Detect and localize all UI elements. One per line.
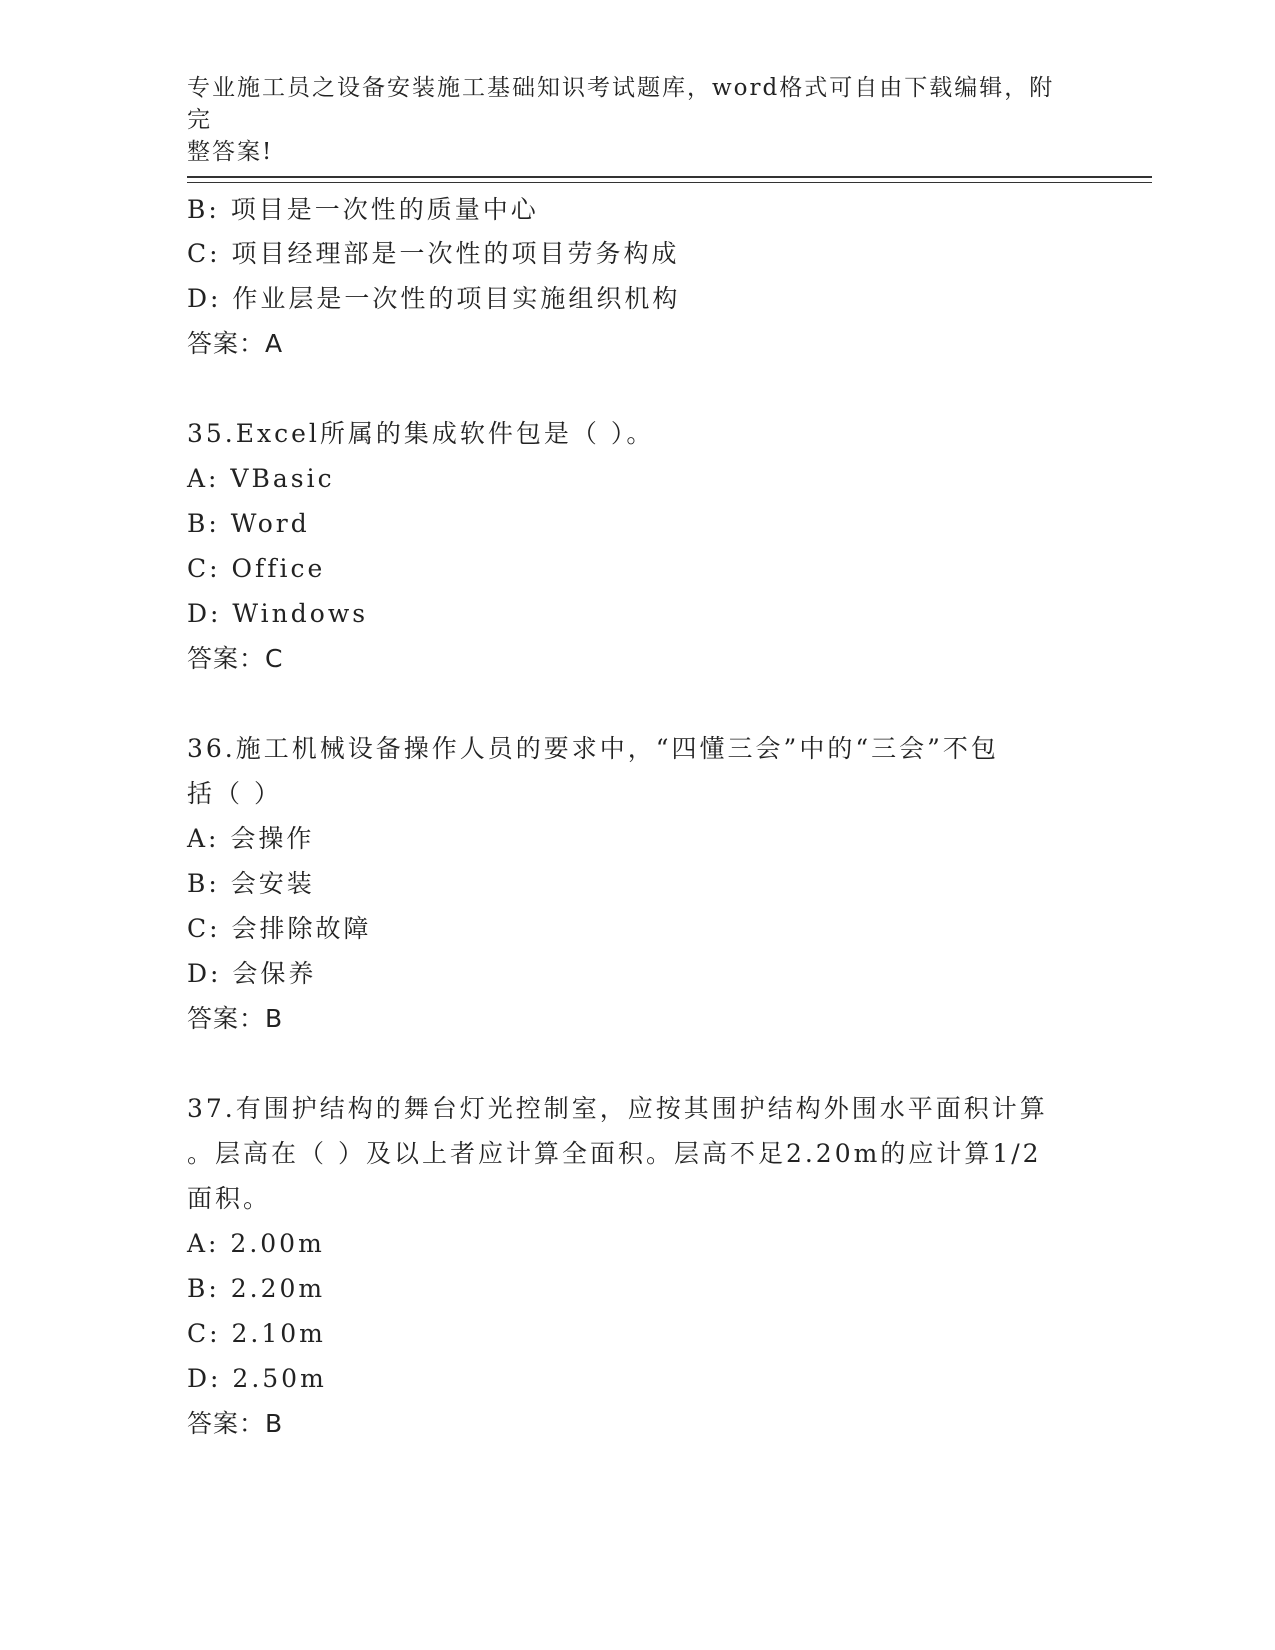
q36-option-c: C: 会排除故障 — [187, 914, 372, 943]
q37-question-line-3: 面积。 — [187, 1184, 272, 1213]
q37-answer: 答案：B — [187, 1409, 284, 1438]
q37-option-c: C: 2.10m — [187, 1319, 326, 1348]
q35-answer: 答案：C — [187, 644, 284, 673]
q37-question-line-1: 37.有围护结构的舞台灯光控制室，应按其围护结构外围水平面积计算 — [187, 1094, 1048, 1123]
header-divider-thin — [187, 182, 1152, 183]
q34-answer: 答案：A — [187, 329, 284, 358]
header-line-2: 整答案! — [187, 139, 274, 165]
q36-question-line-2: 括（ ） — [187, 779, 282, 808]
header-divider-thick — [187, 176, 1152, 178]
q35-option-c: C: Office — [187, 554, 326, 583]
q36-option-a: A: 会操作 — [187, 824, 315, 853]
q36-question-line-1: 36.施工机械设备操作人员的要求中，“四懂三会”中的“三会”不包 — [187, 734, 999, 763]
q37-option-d: D: 2.50m — [187, 1364, 327, 1393]
q34-option-c: C: 项目经理部是一次性的项目劳务构成 — [187, 239, 680, 268]
q36-option-d: D: 会保养 — [187, 959, 317, 988]
q35-question: 35.Excel所属的集成软件包是（ ）。 — [187, 419, 655, 448]
q34-option-d: D: 作业层是一次性的项目实施组织机构 — [187, 284, 681, 313]
q36-answer: 答案：B — [187, 1004, 284, 1033]
q35-option-d: D: Windows — [187, 599, 369, 628]
q34-option-b: B: 项目是一次性的质量中心 — [187, 195, 539, 224]
q37-question-line-2: 。层高在（ ）及以上者应计算全面积。层高不足2.20m的应计算1/2 — [187, 1139, 1042, 1168]
q35-option-a: A: VBasic — [187, 464, 335, 493]
q37-option-b: B: 2.20m — [187, 1274, 326, 1303]
document-header — [187, 72, 1067, 168]
q36-option-b: B: 会安装 — [187, 869, 315, 898]
header-line-1: 专业施工员之设备安装施工基础知识考试题库，word格式可自由下载编辑，附完 — [187, 75, 1055, 133]
q35-option-b: B: Word — [187, 509, 310, 538]
q37-option-a: A: 2.00m — [187, 1229, 325, 1258]
